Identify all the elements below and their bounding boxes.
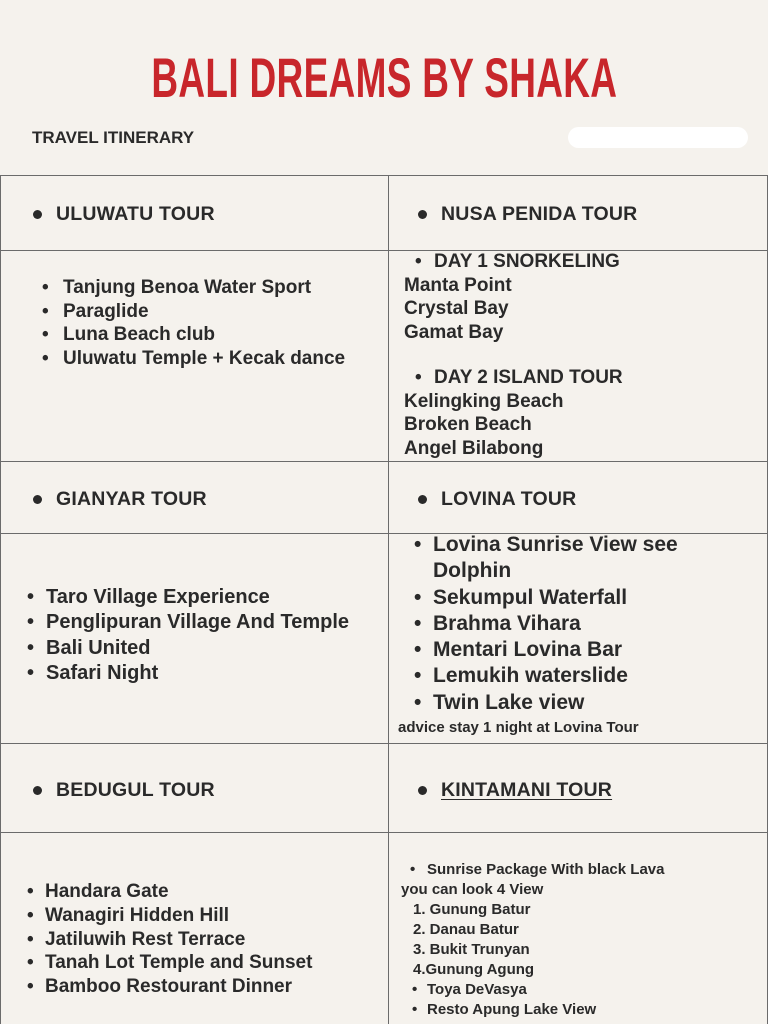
list-item-text: Penglipuran Village And Temple — [46, 611, 350, 634]
tour-header-gianyar — [33, 484, 207, 514]
spot: Crystal Bay — [404, 298, 509, 319]
bullet: • — [42, 300, 49, 322]
spot: Kelingking Beach — [404, 390, 564, 412]
list-item — [27, 661, 349, 686]
view-item: 4.Gunung Agung — [413, 961, 535, 978]
tour-title: KINTAMANI TOUR — [441, 778, 613, 801]
spot: Broken Beach — [404, 414, 532, 435]
list-item-text: Twin Lake view — [433, 690, 585, 714]
bullet: • — [27, 904, 34, 926]
bullet: • — [27, 661, 35, 684]
tour-title: NUSA PENIDA TOUR — [441, 202, 638, 225]
tour-header-uluwatu — [33, 199, 215, 229]
bullet: • — [27, 928, 34, 950]
bullet-dot-icon — [418, 210, 427, 219]
nusa-penida-day2 — [404, 366, 623, 460]
list-item — [27, 636, 349, 661]
list-item — [42, 347, 345, 371]
list-item-text: Paraglide — [63, 300, 149, 322]
bullet: • — [42, 324, 49, 345]
view-item: 3. Bukit Trunyan — [413, 941, 530, 958]
bullet: • — [27, 586, 35, 608]
table-divider — [0, 832, 768, 833]
bullet: • — [27, 636, 35, 659]
list-item-text: Tanjung Benoa Water Sport — [63, 277, 312, 298]
tour-title: BEDUGUL TOUR — [56, 778, 215, 801]
day-label-text: DAY 1 SNORKELING — [434, 251, 620, 272]
tour-header-lovina — [418, 484, 576, 514]
bullet: • — [42, 347, 49, 369]
bullet: • — [414, 533, 422, 556]
list-item-text: Luna Beach club — [63, 324, 216, 345]
bullet: • — [412, 1001, 418, 1018]
day-label — [404, 250, 620, 274]
redaction-bar — [568, 127, 748, 148]
list-item — [27, 585, 349, 610]
bullet: • — [414, 664, 422, 688]
list-item-text: Brahma Vihara — [433, 611, 581, 635]
tour-title: ULUWATU TOUR — [56, 202, 215, 225]
list-item-text: Lemukih waterslide — [433, 664, 628, 688]
list-item — [414, 663, 708, 689]
page-title: BALI DREAMS BY SHAKA — [151, 46, 618, 109]
list-item — [27, 928, 312, 952]
spot: Manta Point — [404, 274, 512, 296]
table-divider — [0, 461, 768, 462]
bullet: • — [414, 638, 422, 662]
list-item-text: Resto Apung Lake View — [427, 1001, 597, 1018]
list-item-text: Bamboo Restourant Dinner — [45, 976, 293, 997]
bullet-dot-icon — [418, 786, 427, 795]
nusa-penida-day1 — [404, 250, 620, 344]
bullet: • — [414, 690, 422, 714]
list-item-text: Jatiluwih Rest Terrace — [45, 928, 246, 950]
list-item — [27, 975, 312, 999]
bullet: • — [415, 251, 422, 272]
bullet: • — [27, 952, 34, 974]
spot: Angel Bilabong — [404, 437, 544, 459]
list-item — [27, 904, 312, 928]
list-item-text: Wanagiri Hidden Hill — [45, 904, 230, 926]
kintamani-list — [401, 860, 664, 1020]
list-item-text: Taro Village Experience — [46, 586, 270, 608]
list-item — [401, 980, 664, 1000]
table-divider — [0, 175, 1, 1024]
list-item-text: Sunrise Package With black Lava — [427, 861, 665, 878]
list-item-text: Mentari Lovina Bar — [433, 638, 623, 662]
tour-title: LOVINA TOUR — [441, 487, 577, 510]
views-intro: you can look 4 View — [401, 881, 544, 898]
list-item — [414, 637, 708, 663]
list-item — [414, 585, 708, 611]
bullet: • — [27, 881, 34, 902]
list-item-text: Uluwatu Temple + Kecak dance — [63, 347, 346, 369]
gianyar-list — [27, 585, 349, 686]
list-item — [401, 860, 664, 880]
list-item-text: Toya DeVasya — [427, 981, 527, 998]
list-item — [42, 276, 345, 300]
bullet: • — [27, 976, 34, 997]
tour-header-nusa-penida — [418, 199, 637, 229]
list-item-text: Sekumpul Waterfall — [433, 585, 628, 609]
list-item — [414, 690, 708, 716]
list-item — [27, 610, 349, 635]
bullet-dot-icon — [33, 210, 42, 219]
bullet-dot-icon — [33, 786, 42, 795]
list-item — [27, 880, 312, 904]
tour-title: GIANYAR TOUR — [56, 487, 207, 510]
day-label — [404, 366, 623, 390]
bullet: • — [414, 585, 422, 609]
list-item — [401, 1000, 664, 1020]
bullet: • — [410, 861, 416, 878]
page-subtitle: TRAVEL ITINERARY — [32, 128, 195, 147]
day-label-text: DAY 2 ISLAND TOUR — [434, 367, 623, 388]
list-item — [414, 611, 708, 637]
bullet-dot-icon — [418, 495, 427, 504]
lovina-note: advice stay 1 night at Lovina Tour — [398, 719, 639, 736]
spot: Gamat Bay — [404, 321, 504, 343]
table-divider — [388, 175, 389, 1024]
bullet: • — [415, 367, 422, 388]
list-item — [27, 951, 312, 975]
tour-header-bedugul — [33, 775, 215, 805]
bullet: • — [42, 277, 49, 298]
list-item-text: Safari Night — [46, 661, 159, 684]
list-item-text: Handara Gate — [45, 881, 169, 902]
bullet-dot-icon — [33, 495, 42, 504]
bullet: • — [412, 981, 418, 998]
view-item: 2. Danau Batur — [413, 921, 519, 938]
uluwatu-list — [42, 276, 345, 370]
list-item — [42, 300, 345, 324]
list-item-text: Bali United — [46, 636, 151, 659]
bedugul-list — [27, 880, 312, 999]
list-item-text: Lovina Sunrise View see Dolphin — [433, 533, 678, 583]
table-divider — [0, 743, 768, 744]
table-divider — [0, 250, 768, 251]
lovina-list — [414, 532, 708, 716]
bullet: • — [414, 611, 422, 635]
list-item — [42, 323, 345, 347]
list-item-text: Tanah Lot Temple and Sunset — [45, 952, 313, 974]
bullet: • — [27, 611, 35, 634]
table-divider — [0, 175, 768, 176]
list-item — [414, 532, 708, 585]
tour-header-kintamani — [418, 775, 612, 805]
view-item: 1. Gunung Batur — [413, 901, 531, 918]
